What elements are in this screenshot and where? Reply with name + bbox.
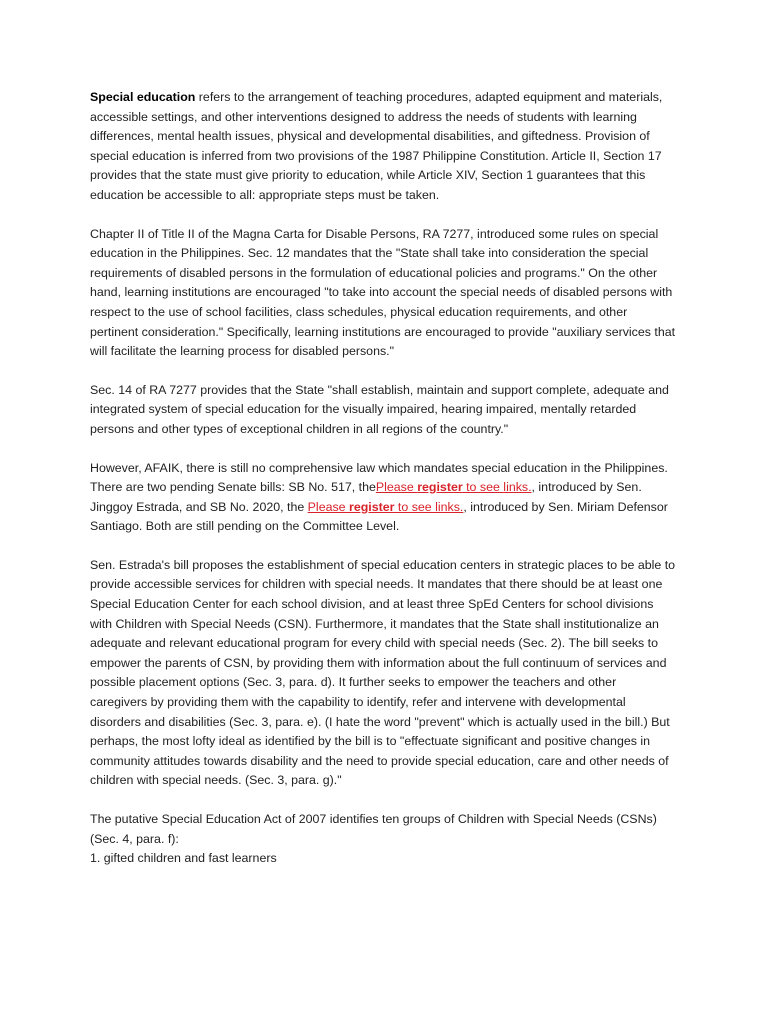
paragraph-4-segment-text-1: However, AFAIK, there is still no comprehensive law which mandates special education in the Philippines. There are two pending Senate bills: SB No. 517, the [90, 460, 668, 495]
paragraph-2: Chapter II of Title II of the Magna Carta for Disable Persons, RA 7277, introduced some rules on special education in the Philippines. Sec. 12 mandates that the "State shall take into consideration the special requirements of disabled persons in the formulation of educational policies and programs." On the other hand, learning institutions are encouraged "to take into account the special needs of disabled persons with respect to the use of school facilities, class schedules, physical education requirements, and other pertinent consideration." Specifically, learning institutions are encouraged to provide "auxiliary services that will facilitate the learning process for disabled persons." [90, 226, 676, 359]
register-link-2[interactable]: Please register to see links. [307, 499, 464, 514]
document-body [90, 88, 676, 869]
paragraph-1-text: refers to the arrangement of teaching procedures, adapted equipment and materials, accessible settings, and other interventions designed to address the needs of students with learning differences, mental health issues, physical and developmental disabilities, and giftedness. Provision of special education is inferred from two provisions of the 1987 Philippine Constitution. Article II, Section 17 provides that the state must give priority to education, while Article XIV, Section 1 guarantees that this education be accessible to all: appropriate steps must be taken. [90, 90, 663, 202]
paragraph-6: The putative Special Education Act of 2007 identifies ten groups of Children with Special Needs (CSNs) (Sec. 4, para. f): [90, 812, 657, 846]
paragraph-1-lead: Special education [90, 90, 196, 104]
paragraph-5: Sen. Estrada's bill proposes the establishment of special education centers in strategic places to be able to provide accessible services for children with special needs. It mandates that there should be at least one Special Education Center for each school division, and at least three SpEd Centers for school divisions with Children with Special Needs (CSN). Furthermore, it mandates that the State shall institutionalize an adequate and relevant educational program for every child with special needs (Sec. 2). The bill seeks to empower the parents of CSN, by providing them with information about the full continuum of services and possible placement options (Sec. 3, para. d). It further seeks to empower the teachers and other caregivers by providing them with the capability to identify, refer and intervene with developmental disorders and disabilities (Sec. 3, para. e). (I hate the word "prevent" which is actually used in the bill.) But perhaps, the most lofty ideal as identified by the bill is to "effectuate significant and positive changes in community attitudes towards disability and the need to provide special education, care and other needs of children with special needs. (Sec. 3, para. g)." [90, 557, 676, 788]
paragraph-4-segment-text-3: , introduced by Sen. Miriam Defensor Santiago. Both are still pending on the Committee Level. [90, 499, 668, 534]
paragraph-1 [90, 88, 676, 206]
register-link-2-bold: register [349, 499, 395, 514]
paragraph-4-segment-text-2: , introduced by Sen. Jinggoy Estrada, and SB No. 2020, the [90, 480, 642, 514]
list-item: 1. gifted children and fast learners [90, 851, 277, 866]
paragraph-3: Sec. 14 of RA 7277 provides that the State "shall establish, maintain and support complete, adequate and integrated system of special education for the visually impaired, hearing impaired, mentally retarded persons and other types of exceptional children in all regions of the country." [90, 382, 669, 436]
register-link-1-bold: register [417, 480, 463, 495]
paragraph-4 [90, 459, 676, 537]
register-link-1[interactable]: Please register to see links. [375, 480, 532, 495]
